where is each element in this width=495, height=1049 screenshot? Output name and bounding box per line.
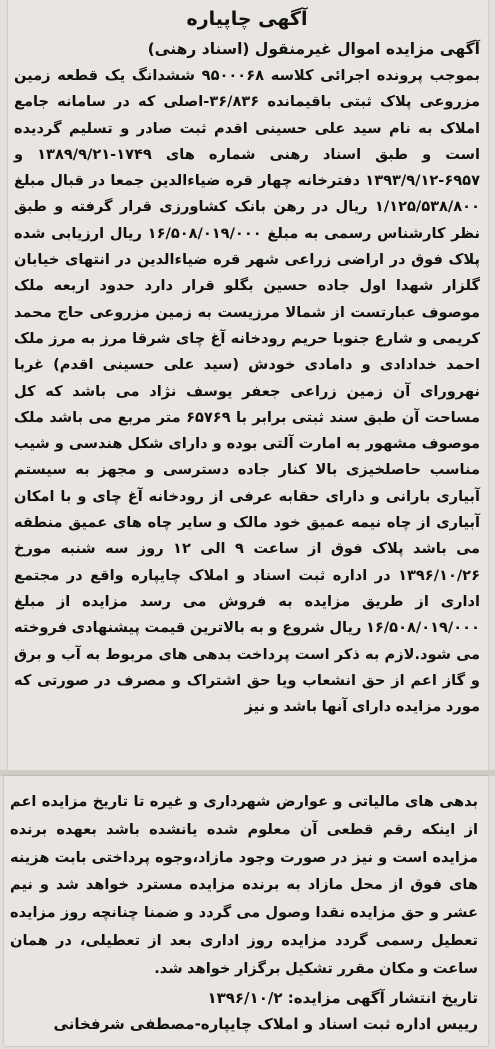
notice-body-part1: بموجب پرونده اجرائی کلاسه ۹۵۰۰۰۶۸ ششدانگ یک قطعه زمین مزروعی پلاک ثبتی باقیمانده ۳۶/۸۳۶-اصلی که در سامانه جامع املاک به نام سید علی حسینی اقدم ثبت صادر و تسلیم گردیده است و طبق اسناد رهنی شماره های ۱۷۴۹-۱۳۸۹/۹/۲۱ و ۶۹۵۷-۱۳۹۳/۹/۱۲ دفترخانه چهار قره ضیاءالدین جمعا در قبال مبلغ ۱/۱۲۵/۵۳۸/۸۰۰ ریال در رهن بانک کشاورزی قرار گرفته و طبق نظر کارشناس رسمی به مبلغ ۱۶/۵۰۸/۰۱۹/۰۰۰ ریال ارزیابی شده پلاک فوق در اراضی زراعی شهر قره ضیاءالدین در انتهای خیابان گلزار شهدا اول جاده حسین بگلو قرار دارد حدود اربعه ملک موصوف عبارتست از شمالا مرزیست به زمین مزروعی حاج محمد کریمی و شارع جنوبا حریم رودخانه آغ چای شرقا مرز به مرز ملک احمد خدادادی و دامادی خودش (سید علی حسینی اقدم) غربا نهرورای آن زمین زراعی جعفر یوسف نژاد می باشد که کل مساحت آن طبق سند ثبتی برابر با ۶۵۷۶۹ متر مربع می باشد ملک موصوف مشهور به امارت آلتی بوده و دارای شکل هندسی و شیب مناسب حاصلخیزی بالا کنار جاده دسترسی و مجهز به سیستم آبیاری بارانی و دارای حقابه عرفی از رودخانه آغ چای و با امکان آبیاری از چاه نیمه عمیق خود مالک و سایر چاه های عمیق منطقه می باشد پلاک فوق از ساعت ۹ الی ۱۲ روز سه شنبه مورخ ۱۳۹۶/۱۰/۲۶ در اداره ثبت اسناد و املاک چایپاره واقع در مجتمع اداری از طریق مزایده به فروش می رسد مزایده از مبلغ ۱۶/۵۰۸/۰۱۹/۰۰۰ ریال شروع و به بالاترین قیمت پیشنهادی فروخته می شود.لازم به ذکر است پرداخت بدهی های مربوط به آب و برق و گاز اعم از حق انشعاب ویا حق اشتراک و مصرف در صورتی که مورد مزایده دارای آنها باشد و نیز — [14, 67, 480, 716]
notice-body-part2: بدهی های مالیاتی و عوارض شهرداری و غیره تا تاریخ مزایده اعم از اینکه رقم قطعی آن معلوم شده یانشده باشد بعهده برنده مزایده است و نیز در صورت وجود مازاد،وجوه پرداختی بابت هزینه های فوق از محل مازاد به برنده مزایده مسترد خواهد شد و نیم عشر و حق مزایده نقدا وصول می گردد و ضمنا چنانچه روز مزایده تعطیل رسمی گردد مزایده روز اداری بعد از تعطیلی، در همان ساعت و مکان مقرر تشکیل برگزار خواهد شد. — [10, 793, 478, 977]
signature-line: رییس اداره ثبت اسناد و املاک چایپاره-مصطفی شرفخانی — [53, 1014, 478, 1033]
notice-subtitle: آگهی مزایده اموال غیرمنقول (اسناد رهنی) — [147, 40, 480, 58]
notice-clipping-bottom — [4, 776, 488, 1046]
notice-headline: آگهی چاپیاره — [186, 8, 308, 30]
notice-clipping-top — [8, 0, 488, 770]
publish-date: تاریخ انتشار آگهی مزایده: ۱۳۹۶/۱۰/۲ — [207, 988, 478, 1007]
